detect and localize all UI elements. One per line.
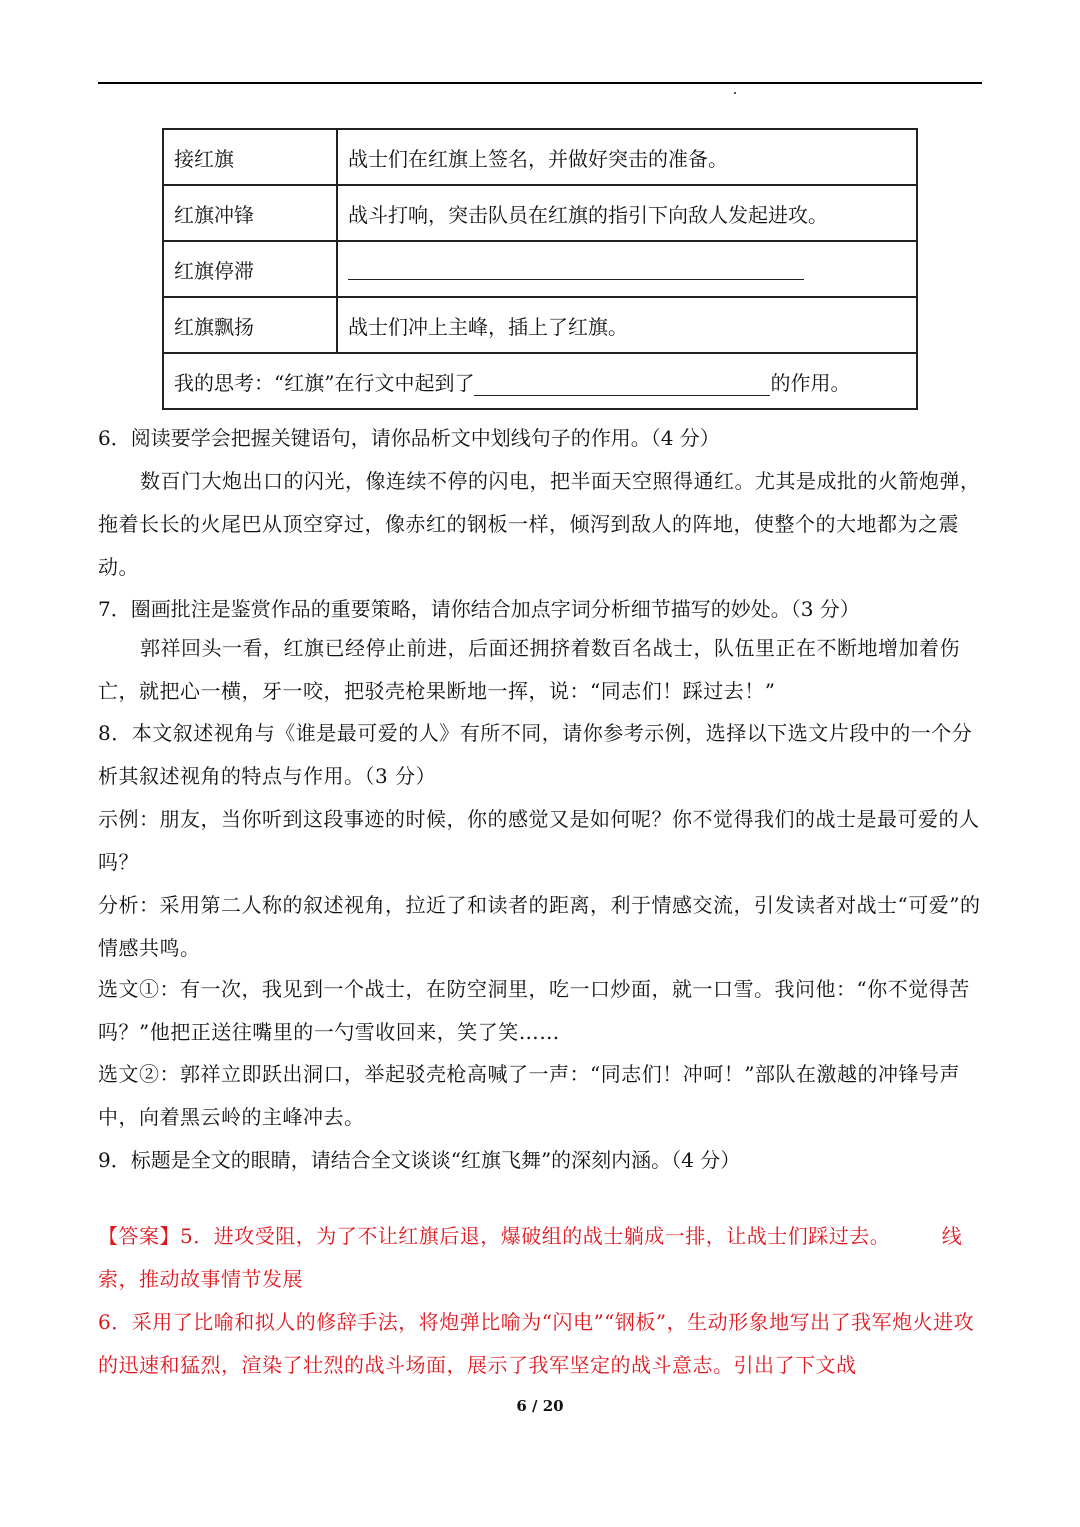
desc-cell: 战斗打响，突击队员在红旗的指引下向敌人发起进攻。 — [337, 185, 917, 241]
desc-cell: 战士们冲上主峰，插上了红旗。 — [337, 297, 917, 353]
table-row — [163, 129, 917, 185]
plot-table — [162, 128, 918, 410]
table-row — [163, 185, 917, 241]
q8-option2: 选文②：郭祥立即跃出洞口，举起驳壳枪高喊了一声：“同志们！冲呵！”部队在激越的冲锋号声中，向着黑云岭的主峰冲去。 — [98, 1062, 960, 1129]
q8-title: 8．本文叙述视角与《谁是最可爱的人》有所不同，请你参考示例，选择以下选文片段中的一个分析其叙述视角的特点与作用。（3 分） — [98, 721, 973, 788]
answer-5: 【答案】5．进攻受阻，为了不让红旗后退，爆破组的战士躺成一排，让战士们踩过去。 线索，推动故事情节发展 — [98, 1224, 963, 1291]
reflection-prefix: 我的思考：“红旗”在行文中起到了 — [174, 370, 475, 395]
reflection-cell — [163, 353, 917, 409]
q8-option1: 选文①：有一次，我见到一个战士，在防空洞里，吃一口炒面，就一口雪。我问他：“你不觉得苦吗？”他把正送往嘴里的一勺雪收回来，笑了笑…… — [98, 977, 970, 1044]
q6-passage: 数百门大炮出口的闪光，像连续不停的闪电，把半面天空照得通红。尤其是成批的火箭炮弹，拖着长长的火尾巴从顶空穿过，像赤红的钢板一样，倾泻到敌人的阵地，使整个的大地都为之震动。 — [98, 469, 981, 579]
reflection-suffix: 的作用。 — [770, 370, 851, 395]
stage-cell: 红旗飘扬 — [163, 297, 337, 353]
stage-cell: 红旗冲锋 — [163, 185, 337, 241]
stage-cell: 接红旗 — [163, 129, 337, 185]
page-number: 6 / 20 — [516, 1397, 564, 1415]
fill-blank-line — [474, 375, 770, 396]
answer-6: 6．采用了比喻和拟人的修辞手法，将炮弹比喻为“闪电”“钢板”，生动形象地写出了我军炮火进攻的迅速和猛烈，渲染了壮烈的战斗场面，展示了我军坚定的战斗意志。引出了下文战 — [98, 1310, 975, 1377]
table-row — [163, 353, 917, 409]
q9-title: 9．标题是全文的眼睛，请结合全文谈谈“红旗飞舞”的深刻内涵。（4 分） — [98, 1148, 741, 1172]
stage-cell: 红旗停滞 — [163, 241, 337, 297]
fill-blank-line — [348, 261, 804, 280]
desc-cell: 战士们在红旗上签名，并做好突击的准备。 — [337, 129, 917, 185]
q8-example: 示例：朋友，当你听到这段事迹的时候，你的感觉又是如何呢？你不觉得我们的战士是最可爱的人吗？ — [98, 807, 980, 874]
header-dot — [734, 92, 736, 94]
q6-title: 6．阅读要学会把握关键语句，请你品析文中划线句子的作用。（4 分） — [98, 426, 720, 450]
q8-analysis: 分析：采用第二人称的叙述视角，拉近了和读者的距离，利于情感交流，引发读者对战士“可爱”的情感共鸣。 — [98, 893, 981, 960]
header-rule — [98, 82, 982, 84]
desc-blank-cell — [337, 241, 917, 297]
table-row — [163, 297, 917, 353]
q7-passage: 郭祥回头一看，红旗已经停止前进，后面还拥挤着数百名战士，队伍里正在不断地增加着伤亡，就把心一横，牙一咬，把驳壳枪果断地一挥，说：“同志们！踩过去！” — [98, 636, 960, 703]
q7-title: 7．圈画批注是鉴赏作品的重要策略，请你结合加点字词分析细节描写的妙处。（3 分） — [98, 597, 860, 621]
table-row — [163, 241, 917, 297]
